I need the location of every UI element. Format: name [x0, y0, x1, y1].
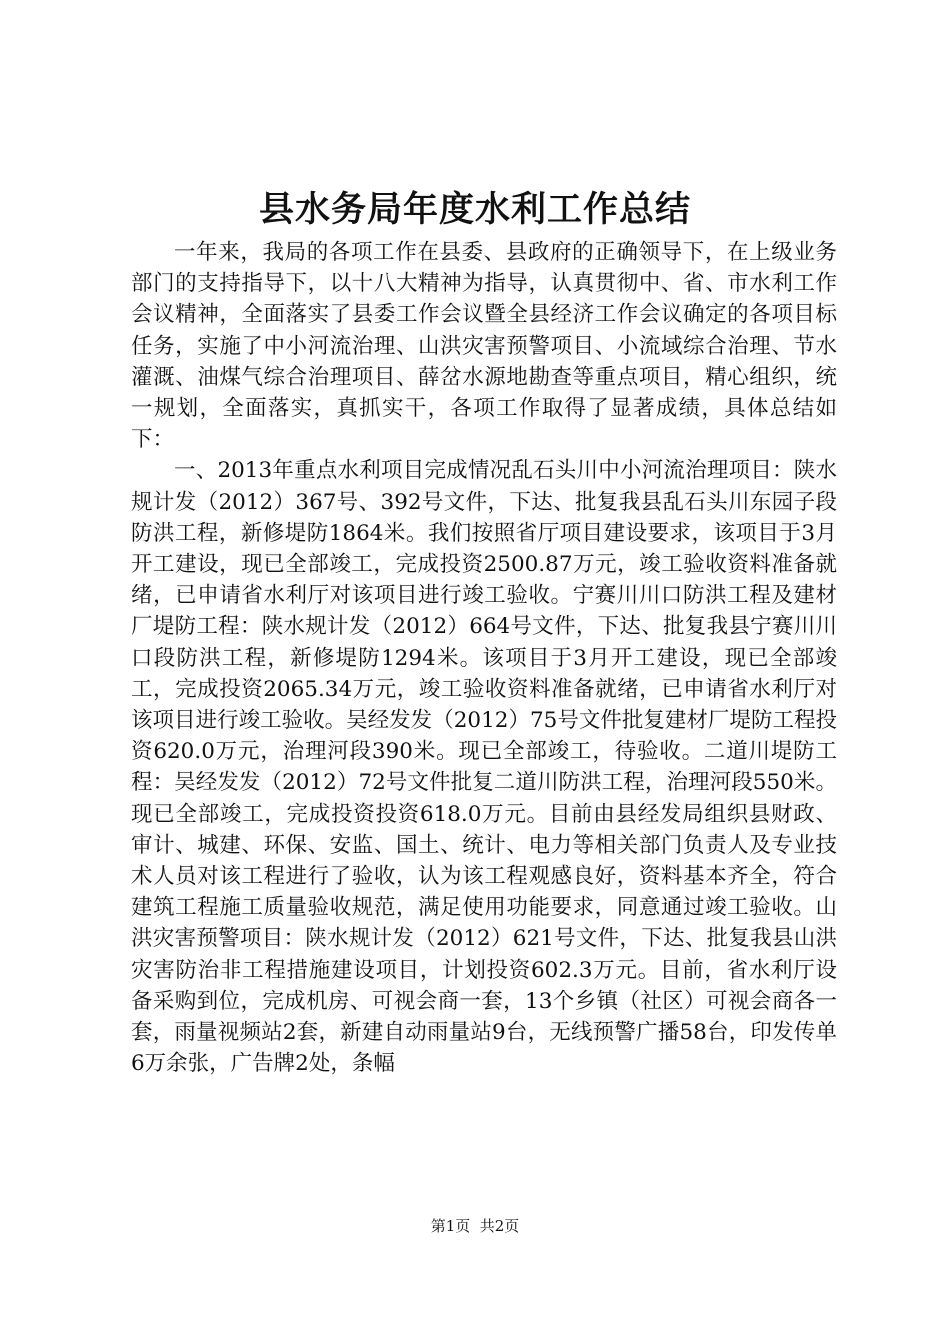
- document-body: [131, 237, 837, 1079]
- paragraph-projects: 一、2013年重点水利项目完成情况乱石头川中小河流治理项目：陕水规计发（2012）367号、392号文件，下达、批复我县乱石头川东园子段防洪工程，新修堤防1864米。我们按照省厅项目建设要求，该项目于3月开工建设，现已全部竣工，完成投资2500.87万元，竣工验收资料准备就绪，已申请省水利厅对该项目进行竣工验收。宁赛川川口防洪工程及建材厂堤防工程：陕水规计发（2012）664号文件，下达、批复我县宁赛川川口段防洪工程，新修堤防1294米。该项目于3月开工建设，现已全部竣工，完成投资2065.34万元，竣工验收资料准备就绪，已申请省水利厅对该项目进行竣工验收。吴经发发（2012）75号文件批复建材厂堤防工程投资620.0万元，治理河段390米。现已全部竣工，待验收。二道川堤防工程：吴经发发（2012）72号文件批复二道川防洪工程，治理河段550米。现已全部竣工，完成投资投资618.0万元。目前由县经发局组织县财政、审计、城建、环保、安监、国土、统计、电力等相关部门负责人及专业技术人员对该工程进行了验收，认为该工程观感良好，资料基本齐全，符合建筑工程施工质量验收规范，满足使用功能要求，同意通过竣工验收。山洪灾害预警项目：陕水规计发（2012）621号文件，下达、批复我县山洪灾害防治非工程措施建设项目，计划投资602.3万元。目前，省水利厅设备采购到位，完成机房、可视会商一套，13个乡镇（社区）可视会商各一套，雨量视频站2套，新建自动雨量站9台，无线预警广播58台，印发传单6万余张，广告牌2处，条幅: [131, 458, 837, 1077]
- page-footer: [0, 1216, 950, 1236]
- paragraph-intro: 一年来，我局的各项工作在县委、县政府的正确领导下，在上级业务部门的支持指导下，以十八大精神为指导，认真贯彻中、省、市水利工作会议精神，全面落实了县委工作会议暨全县经济工作会议确定的各项目标任务，实施了中小河流治理、山洪灾害预警项目、小流域综合治理、节水灌溉、油煤气综合治理项目、薛岔水源地勘查等重点项目，精心组织，统一规划，全面落实，真抓实干，各项工作取得了显著成绩，具体总结如下：: [131, 240, 837, 453]
- document-title: 县水务局年度水利工作总结: [258, 189, 691, 230]
- page-number: 第1页 共2页: [430, 1217, 520, 1235]
